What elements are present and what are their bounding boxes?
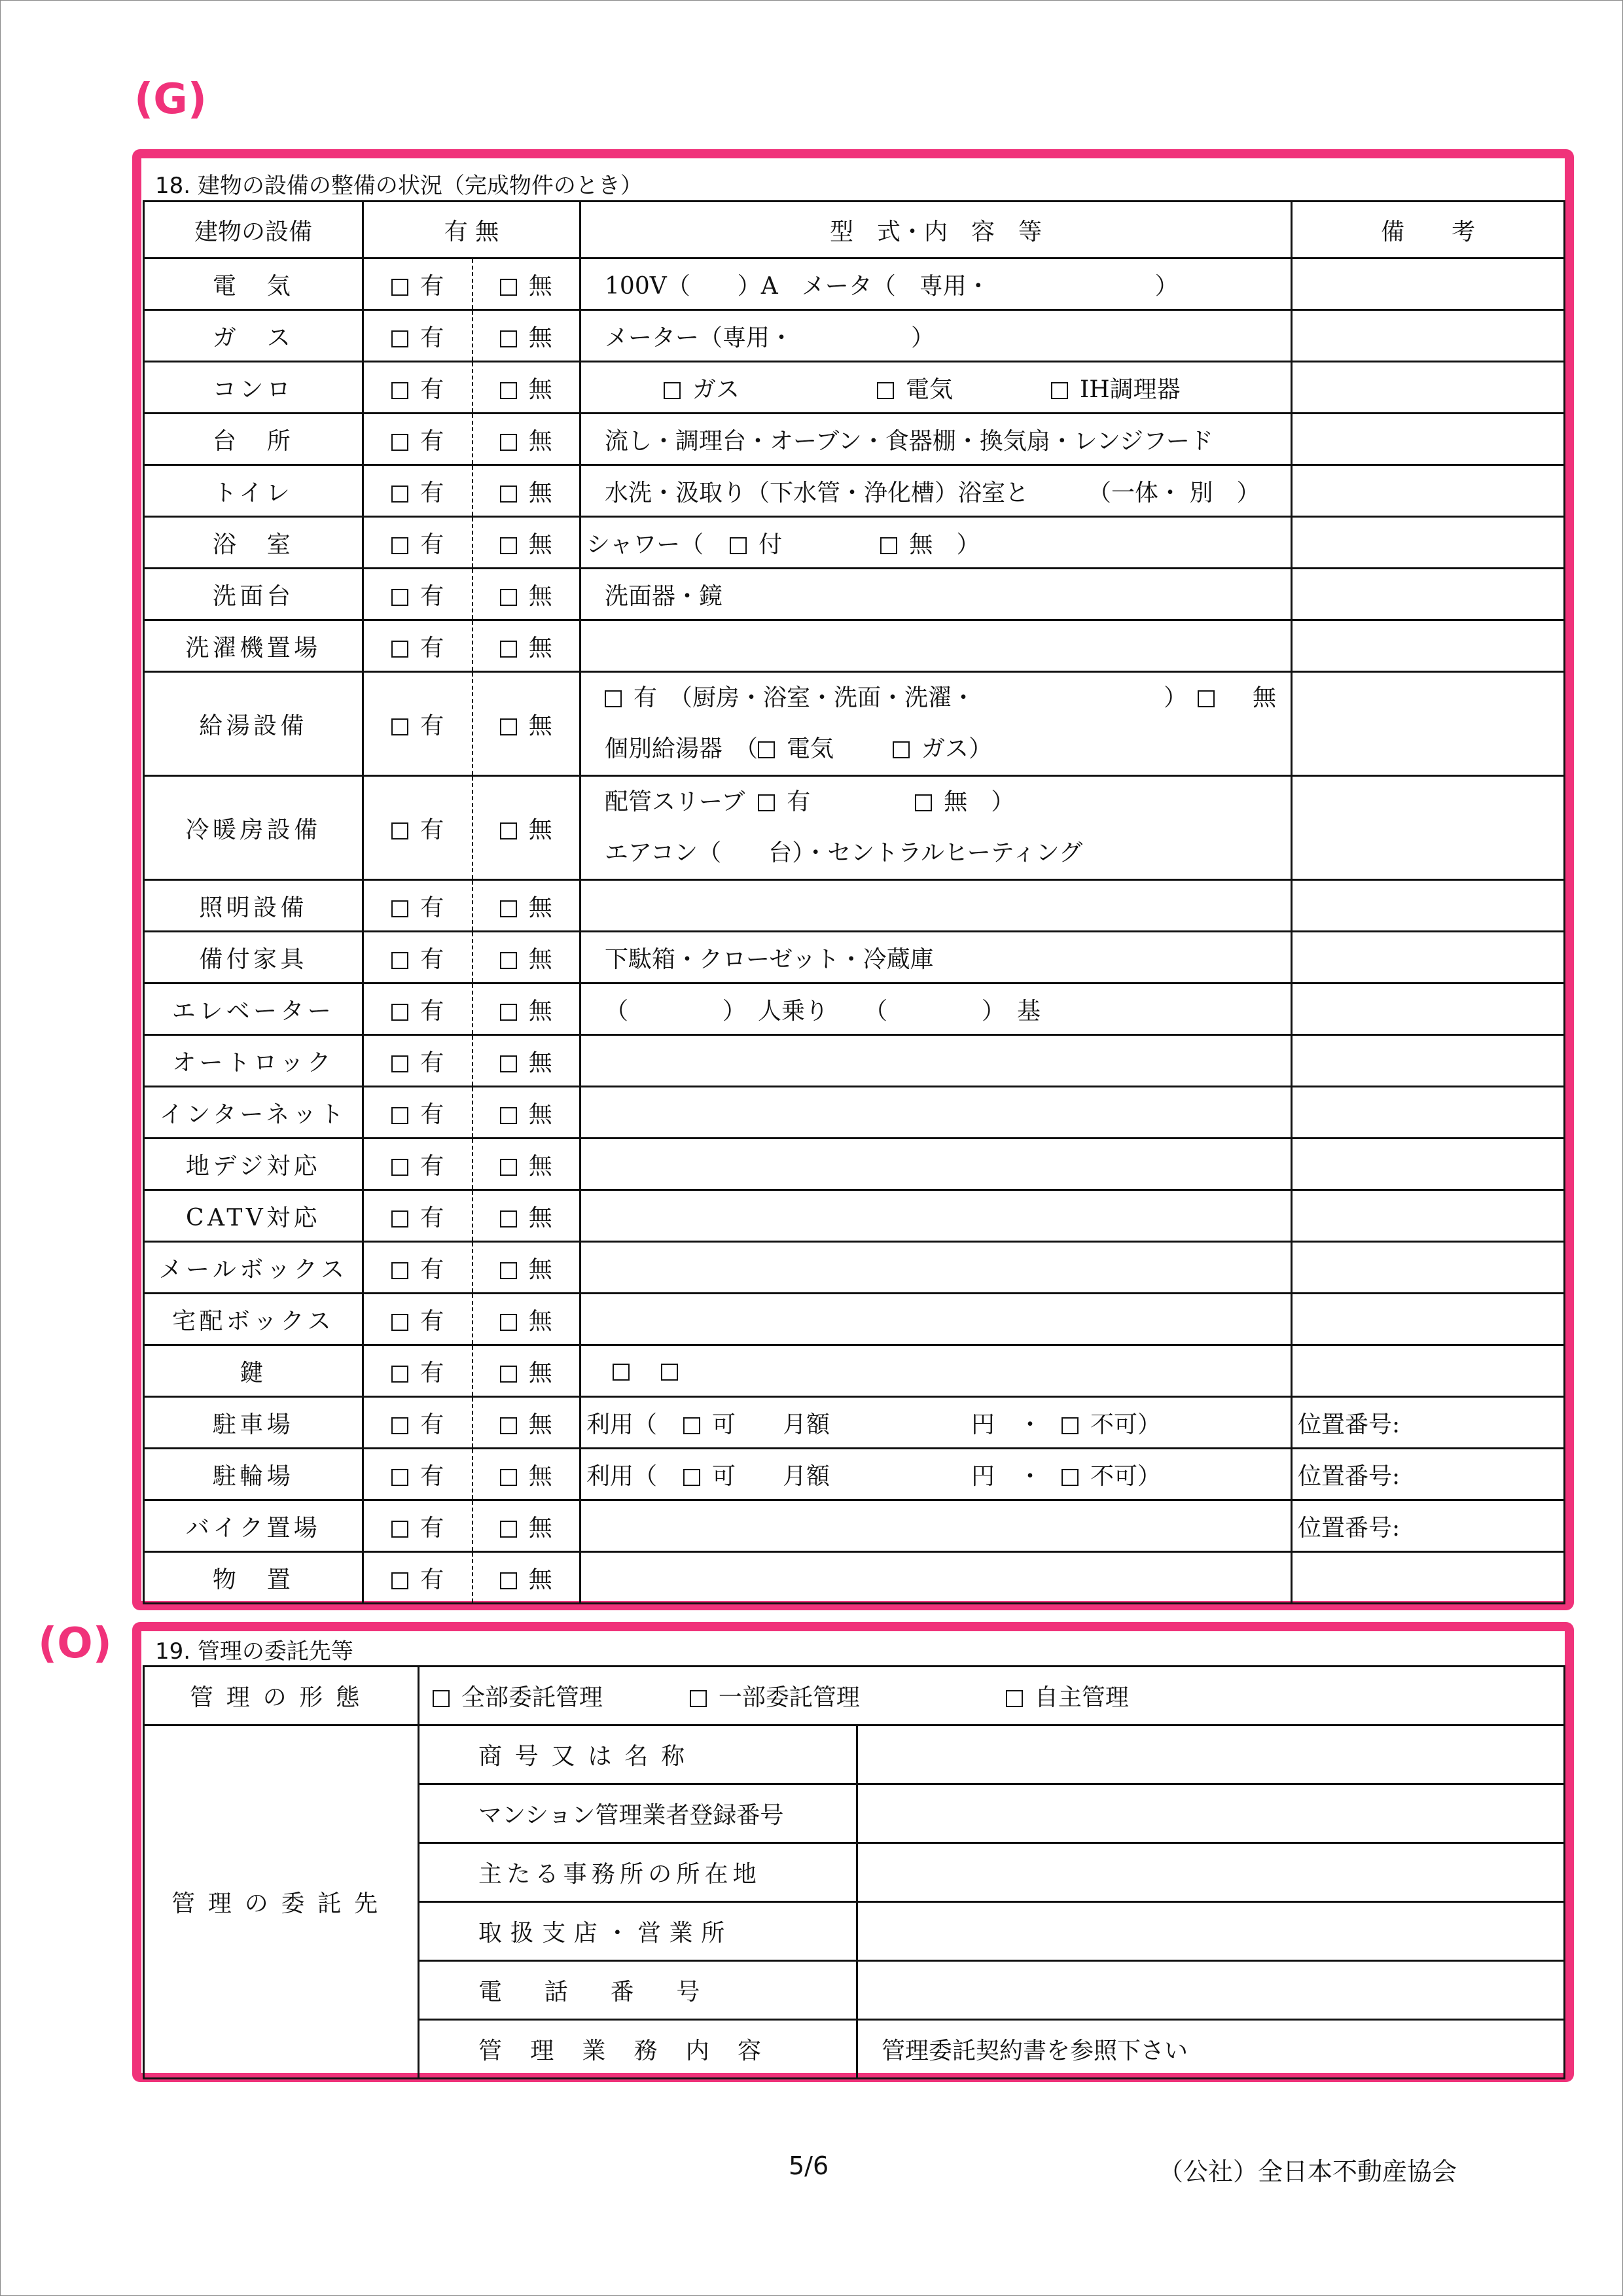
checkbox[interactable] [500, 330, 517, 347]
checkbox[interactable] [500, 382, 517, 399]
equipment-row [144, 1500, 1565, 1552]
checkbox[interactable] [391, 1107, 408, 1124]
checkbox[interactable] [391, 1314, 408, 1331]
equipment-row [144, 1294, 1565, 1345]
option-full[interactable]: 全部委託管理 [433, 1684, 603, 1711]
management-form-label: 管理の形態 [144, 1667, 419, 1725]
checkbox[interactable] [500, 486, 517, 503]
no-option[interactable]: 無 [473, 1190, 580, 1242]
equipment-remarks[interactable] [1292, 465, 1565, 517]
checkbox[interactable] [391, 1417, 408, 1434]
equipment-name: 備付家具 [144, 932, 363, 983]
equipment-name: 冷暖房設備 [144, 776, 363, 880]
option-partial[interactable]: 一部委託管理 [690, 1684, 860, 1711]
checkbox[interactable] [500, 1107, 517, 1124]
equipment-remarks[interactable] [1292, 1345, 1565, 1397]
equipment-spec: 有 （厨房・浴室・洗面・洗濯・ ） 無 個別給湯器 （ 電気 ガス） [580, 672, 1292, 776]
checkbox[interactable] [391, 1469, 408, 1486]
yes-option[interactable]: 有 [363, 1139, 473, 1190]
entrust-row-value[interactable] [857, 1725, 1565, 1784]
equipment-spec [580, 620, 1292, 672]
entrust-label: 管理の委託先 [144, 1725, 419, 2079]
equipment-row [144, 569, 1565, 620]
checkbox[interactable] [1006, 1690, 1023, 1707]
equipment-name: CATV対応 [144, 1190, 363, 1242]
checkbox[interactable] [758, 794, 775, 811]
checkbox[interactable] [391, 537, 408, 554]
no-option[interactable]: 無 [473, 569, 580, 620]
yes-option[interactable]: 有 [363, 517, 473, 569]
checkbox[interactable] [500, 1521, 517, 1538]
equipment-row [144, 932, 1565, 983]
no-option[interactable]: 無 [473, 1449, 580, 1500]
equipment-remarks[interactable] [1292, 517, 1565, 569]
no-option[interactable]: 無 [473, 1500, 580, 1552]
no-option[interactable]: 無 [473, 932, 580, 983]
entrust-row-value[interactable] [857, 1902, 1565, 1961]
equipment-row [144, 1242, 1565, 1294]
yes-option[interactable]: 有 [363, 880, 473, 932]
equipment-remarks[interactable] [1292, 1552, 1565, 1604]
equipment-name: インターネット [144, 1087, 363, 1139]
equipment-remarks[interactable] [1292, 776, 1565, 880]
checkbox[interactable] [391, 718, 408, 735]
checkbox[interactable] [391, 952, 408, 969]
equipment-spec [580, 1139, 1292, 1190]
checkbox[interactable] [391, 641, 408, 658]
checkbox[interactable] [391, 1262, 408, 1279]
no-option[interactable]: 無 [473, 672, 580, 776]
no-option[interactable]: 無 [473, 1139, 580, 1190]
no-option[interactable]: 無 [473, 362, 580, 414]
checkbox[interactable] [433, 1690, 450, 1707]
equipment-table [143, 200, 1565, 1604]
yes-option[interactable]: 有 [363, 620, 473, 672]
checkbox[interactable] [1061, 1417, 1079, 1434]
equipment-spec: 利用（ 可 月額 円 ・ 不可） [580, 1449, 1292, 1500]
equipment-name: 電 気 [144, 258, 363, 310]
entrust-row-label: マンション管理業者登録番号 [419, 1784, 857, 1843]
no-option[interactable]: 無 [473, 1035, 580, 1087]
equipment-spec: 水洗・汲取り（下水管・浄化槽）浴室と （一体・ 別 ） [580, 465, 1292, 517]
yes-option[interactable]: 有 [363, 1035, 473, 1087]
entrust-row-label: 商号又は名称 [419, 1725, 857, 1784]
equipment-row [144, 310, 1565, 362]
equipment-row [144, 880, 1565, 932]
equipment-spec: ガス 電気 IH調理器 [580, 362, 1292, 414]
equipment-remarks[interactable] [1292, 1139, 1565, 1190]
checkbox[interactable] [664, 382, 681, 399]
equipment-remarks[interactable]: 位置番号: [1292, 1449, 1565, 1500]
equipment-name: 宅配ボックス [144, 1294, 363, 1345]
equipment-row [144, 1449, 1565, 1500]
yes-option[interactable]: 有 [363, 776, 473, 880]
equipment-remarks[interactable] [1292, 258, 1565, 310]
checkbox[interactable] [500, 1159, 517, 1176]
checkbox[interactable] [500, 537, 517, 554]
no-option[interactable]: 無 [473, 1242, 580, 1294]
equipment-spec: 洗面器・鏡 [580, 569, 1292, 620]
marker-o: (O) [38, 1619, 112, 1668]
checkbox[interactable] [500, 1262, 517, 1279]
equipment-spec: 流し・調理台・オーブン・食器棚・換気扇・レンジフード [580, 414, 1292, 465]
equipment-remarks[interactable] [1292, 620, 1565, 672]
header-item: 建物の設備 [144, 202, 363, 258]
checkbox[interactable] [391, 1055, 408, 1072]
management-table [143, 1665, 1565, 2079]
checkbox[interactable] [880, 537, 897, 554]
equipment-name: 鍵 [144, 1345, 363, 1397]
equipment-row [144, 258, 1565, 310]
checkbox[interactable] [391, 822, 408, 839]
equipment-name: 駐輪場 [144, 1449, 363, 1500]
equipment-row [144, 362, 1565, 414]
yes-option[interactable]: 有 [363, 414, 473, 465]
equipment-remarks[interactable] [1292, 1242, 1565, 1294]
checkbox[interactable] [500, 822, 517, 839]
entrust-row-value[interactable] [857, 1784, 1565, 1843]
checkbox[interactable] [500, 1417, 517, 1434]
checkbox[interactable] [500, 1572, 517, 1589]
yes-option[interactable]: 有 [363, 1345, 473, 1397]
checkbox[interactable] [500, 900, 517, 917]
yes-option[interactable]: 有 [363, 672, 473, 776]
equipment-spec: 下駄箱・クローゼット・冷蔵庫 [580, 932, 1292, 983]
no-option[interactable]: 無 [473, 983, 580, 1035]
header-presence: 有 無 [363, 202, 580, 258]
yes-option[interactable]: 有 [363, 569, 473, 620]
checkbox[interactable] [500, 434, 517, 451]
equipment-spec: 利用（ 可 月額 円 ・ 不可） [580, 1397, 1292, 1449]
equipment-spec [580, 1242, 1292, 1294]
equipment-remarks[interactable] [1292, 362, 1565, 414]
equipment-name: 物 置 [144, 1552, 363, 1604]
checkbox[interactable] [690, 1690, 707, 1707]
no-option[interactable]: 無 [473, 1345, 580, 1397]
equipment-row [144, 983, 1565, 1035]
equipment-spec [580, 1190, 1292, 1242]
checkbox[interactable] [500, 1366, 517, 1383]
equipment-spec [580, 1294, 1292, 1345]
equipment-row [144, 1139, 1565, 1190]
yes-option[interactable]: 有 [363, 1294, 473, 1345]
equipment-row [144, 1397, 1565, 1449]
no-option[interactable]: 無 [473, 465, 580, 517]
checkbox[interactable] [391, 486, 408, 503]
checkbox[interactable] [391, 382, 408, 399]
equipment-row [144, 414, 1565, 465]
equipment-name: エレベーター [144, 983, 363, 1035]
entrust-row-label: 管 理 業 務 内 容 [419, 2020, 857, 2079]
checkbox[interactable] [500, 1055, 517, 1072]
yes-option[interactable]: 有 [363, 1552, 473, 1604]
equipment-remarks[interactable] [1292, 880, 1565, 932]
equipment-name: コンロ [144, 362, 363, 414]
checkbox[interactable] [391, 279, 408, 296]
equipment-row [144, 465, 1565, 517]
equipment-spec [580, 1345, 1292, 1397]
entrust-row-label: 電 話 番 号 [419, 1961, 857, 2020]
equipment-name: バイク置場 [144, 1500, 363, 1552]
equipment-remarks[interactable] [1292, 569, 1565, 620]
checkbox[interactable] [391, 589, 408, 606]
equipment-row [144, 1190, 1565, 1242]
equipment-spec [580, 880, 1292, 932]
checkbox[interactable] [500, 718, 517, 735]
equipment-remarks[interactable] [1292, 414, 1565, 465]
equipment-remarks[interactable]: 位置番号: [1292, 1397, 1565, 1449]
checkbox[interactable] [500, 1314, 517, 1331]
checkbox[interactable] [391, 1366, 408, 1383]
equipment-name: 洗面台 [144, 569, 363, 620]
equipment-remarks[interactable] [1292, 1035, 1565, 1087]
equipment-remarks[interactable]: 位置番号: [1292, 1500, 1565, 1552]
equipment-remarks[interactable] [1292, 310, 1565, 362]
checkbox[interactable] [500, 279, 517, 296]
checkbox[interactable] [500, 641, 517, 658]
entrust-row-value[interactable] [857, 1961, 1565, 2020]
checkbox[interactable] [391, 900, 408, 917]
equipment-name: ガ ス [144, 310, 363, 362]
equipment-row [144, 1087, 1565, 1139]
checkbox[interactable] [605, 690, 622, 707]
equipment-row [144, 1035, 1565, 1087]
equipment-row [144, 517, 1565, 569]
footer-org: （公社）全日本不動産協会 [1158, 2157, 1457, 2186]
option-self[interactable]: 自主管理 [1006, 1684, 1129, 1711]
equipment-name: 浴 室 [144, 517, 363, 569]
management-form-row [144, 1667, 1565, 1725]
no-option[interactable]: 無 [473, 776, 580, 880]
no-option[interactable]: 無 [473, 1397, 580, 1449]
equipment-spec: メーター（専用・ ） [580, 310, 1292, 362]
checkbox[interactable] [613, 1364, 630, 1381]
checkbox[interactable] [683, 1469, 700, 1486]
equipment-row [144, 672, 1565, 776]
equipment-row [144, 1345, 1565, 1397]
no-option[interactable]: 無 [473, 1294, 580, 1345]
checkbox[interactable] [391, 1572, 408, 1589]
equipment-spec [580, 1552, 1292, 1604]
section-18-title: 18. 建物の設備の整備の状況（完成物件のとき） [155, 173, 643, 199]
equipment-remarks[interactable] [1292, 672, 1565, 776]
checkbox[interactable] [758, 741, 775, 758]
equipment-header-row [144, 202, 1565, 258]
no-option[interactable]: 無 [473, 1552, 580, 1604]
checkbox[interactable] [893, 741, 910, 758]
equipment-spec [580, 1500, 1292, 1552]
yes-option[interactable]: 有 [363, 1242, 473, 1294]
checkbox[interactable] [500, 1210, 517, 1227]
entrust-row-value[interactable] [857, 1843, 1565, 1902]
equipment-remarks[interactable] [1292, 1294, 1565, 1345]
no-option[interactable]: 無 [473, 310, 580, 362]
checkbox[interactable] [391, 1004, 408, 1021]
no-option[interactable]: 無 [473, 620, 580, 672]
equipment-spec: （ ） 人乗り （ ） 基 [580, 983, 1292, 1035]
checkbox[interactable] [500, 1469, 517, 1486]
checkbox[interactable] [915, 794, 932, 811]
checkbox[interactable] [1051, 382, 1068, 399]
no-option[interactable]: 無 [473, 414, 580, 465]
checkbox[interactable] [683, 1417, 700, 1434]
section-19-title: 19. 管理の委託先等 [155, 1638, 353, 1665]
entrust-row-label: 取扱支店・営業所 [419, 1902, 857, 1961]
equipment-row [144, 1552, 1565, 1604]
checkbox[interactable] [877, 382, 894, 399]
checkbox[interactable] [500, 1004, 517, 1021]
yes-option[interactable]: 有 [363, 258, 473, 310]
equipment-remarks[interactable] [1292, 983, 1565, 1035]
no-option[interactable]: 無 [473, 517, 580, 569]
marker-g: (G) [134, 75, 207, 124]
equipment-remarks[interactable] [1292, 1087, 1565, 1139]
checkbox[interactable] [730, 537, 747, 554]
no-option[interactable]: 無 [473, 1087, 580, 1139]
equipment-name: 洗濯機置場 [144, 620, 363, 672]
checkbox[interactable] [391, 1521, 408, 1538]
yes-option[interactable]: 有 [363, 1500, 473, 1552]
yes-option[interactable]: 有 [363, 983, 473, 1035]
page-number: 5/6 [789, 2151, 829, 2180]
yes-option[interactable]: 有 [363, 1397, 473, 1449]
header-remarks: 備 考 [1292, 202, 1565, 258]
equipment-spec [580, 1087, 1292, 1139]
header-spec: 型 式・内 容 等 [580, 202, 1292, 258]
equipment-name: オートロック [144, 1035, 363, 1087]
yes-option[interactable]: 有 [363, 932, 473, 983]
equipment-spec: 100V（ ）A メータ（ 専用・ ） [580, 258, 1292, 310]
equipment-name: 照明設備 [144, 880, 363, 932]
entrust-row-label: 主たる事務所の所在地 [419, 1843, 857, 1902]
management-form-options [419, 1667, 1565, 1725]
checkbox[interactable] [1198, 690, 1215, 707]
equipment-remarks[interactable] [1292, 932, 1565, 983]
checkbox[interactable] [500, 589, 517, 606]
checkbox[interactable] [1061, 1469, 1079, 1486]
checkbox[interactable] [391, 330, 408, 347]
equipment-name: 台 所 [144, 414, 363, 465]
equipment-name: トイレ [144, 465, 363, 517]
yes-option[interactable]: 有 [363, 362, 473, 414]
equipment-spec [580, 1035, 1292, 1087]
equipment-spec: 配管スリーブ 有 無 ） エアコン（ 台）・セントラルヒーティング [580, 776, 1292, 880]
yes-option[interactable]: 有 [363, 1087, 473, 1139]
equipment-remarks[interactable] [1292, 1190, 1565, 1242]
equipment-spec: シャワー（ 付 無 ） [580, 517, 1292, 569]
equipment-name: メールボックス [144, 1242, 363, 1294]
checkbox[interactable] [500, 952, 517, 969]
yes-option[interactable]: 有 [363, 1190, 473, 1242]
yes-option[interactable]: 有 [363, 310, 473, 362]
equipment-name: 地デジ対応 [144, 1139, 363, 1190]
yes-option[interactable]: 有 [363, 465, 473, 517]
no-option[interactable]: 無 [473, 880, 580, 932]
entrust-row-value[interactable]: 管理委託契約書を参照下さい [857, 2020, 1565, 2079]
equipment-row [144, 776, 1565, 880]
no-option[interactable]: 無 [473, 258, 580, 310]
equipment-name: 給湯設備 [144, 672, 363, 776]
checkbox[interactable] [391, 1210, 408, 1227]
yes-option[interactable]: 有 [363, 1449, 473, 1500]
checkbox[interactable] [391, 1159, 408, 1176]
checkbox[interactable] [661, 1364, 678, 1381]
checkbox[interactable] [391, 434, 408, 451]
equipment-name: 駐車場 [144, 1397, 363, 1449]
equipment-row [144, 620, 1565, 672]
